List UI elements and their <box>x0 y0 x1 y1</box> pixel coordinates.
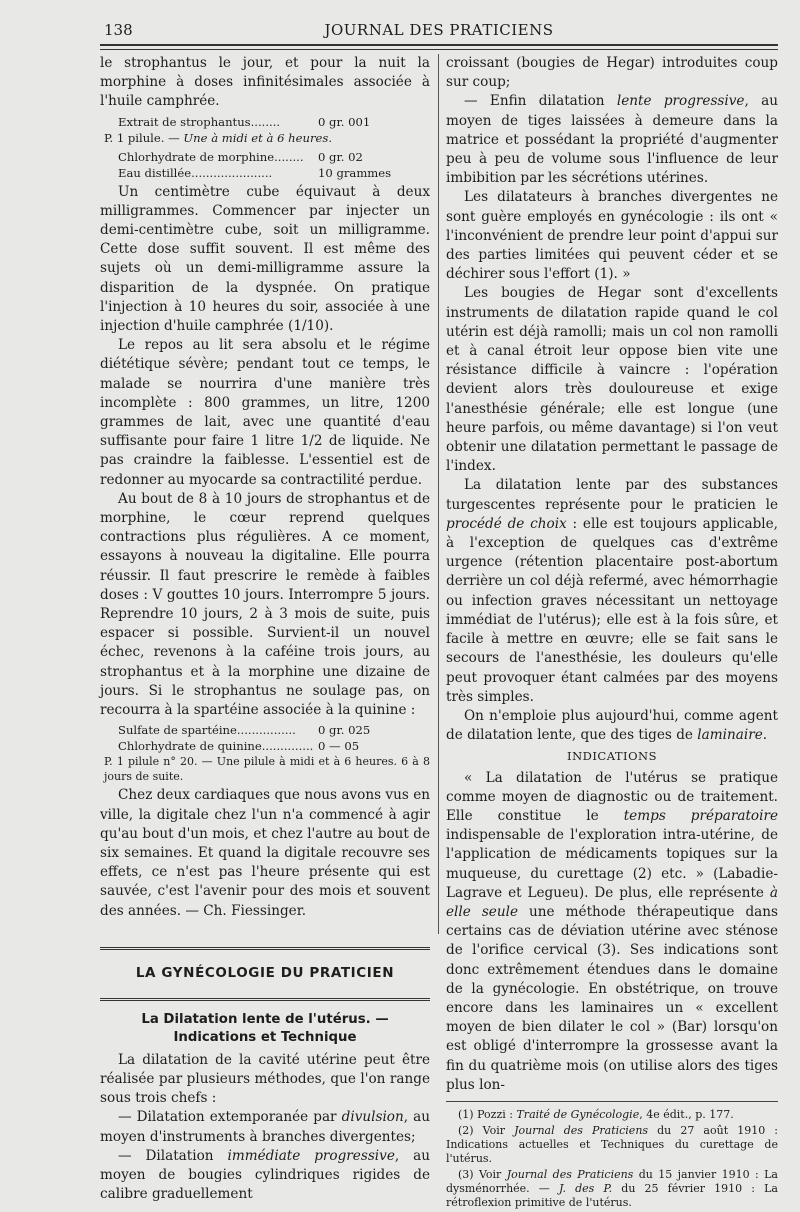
rx-ingredient: Chlorhydrate de quinine.............. <box>118 739 314 754</box>
italic-text: J. des P. <box>558 1181 613 1195</box>
paragraph <box>446 769 778 1095</box>
article-title: La Dilatation lente de l'utérus. — Indications et Technique <box>141 1011 389 1045</box>
paragraph: Un centimètre cube équivaut à deux milligrammes. Commencer par injecter un demi-centimètre cube, soit un milligramme. Cette dose suffit souvent. Il est même des sujets où un demi-milligramme assure la disparition de la dyspnée. On pratique l'injection à 10 heures du soir, associée à une injection d'huile camphrée (1/10). <box>100 183 430 335</box>
prescription-1 <box>100 114 430 181</box>
column-divider <box>438 54 439 934</box>
page-number: 138 <box>104 21 133 39</box>
rx-ingredient: Chlorhydrate de morphine........ <box>118 149 304 164</box>
paragraph: Au bout de 8 à 10 jours de strophantus et de morphine, le cœur reprend quelques contractions plus régulières. A ce moment, essayons à nouveau la digitaline. Elle pourra réussir. Il faut prescrire le remède à faibles doses : V gouttes 10 jours. Interrompre 5 jours. Reprendre 10 jours, 2 à 3 mois de suite, puis espacer si possible. Survient-il un nouvel échec, revenons à la caféine trois jours, au strophantus et à la morphine une dizaine de jours. Si le strophantus ne soulage pas, on recourra à la spartéine associée à la quinine : <box>100 490 430 719</box>
paragraph: le strophantus le jour, et pour la nuit la morphine à doses infinitésimales associée à l'huile camphrée. <box>100 55 430 110</box>
text: — Dilatation <box>118 1147 228 1164</box>
paragraph: Les bougies de Hegar sont d'excellents instruments de dilatation rapide quand le col utérin est déjà ramolli; mais un col non ramolli et à canal étroit leur oppose bien vite une résistance difficile à vaincre : l'opération devient alors très douloureuse et exige l'anesthésie générale; elle est longue (une heure parfois, ou même davantage) si l'on veut obtenir une dilatation permettant le passage de l'index. <box>446 285 778 475</box>
text: — Dilatation extemporanée par <box>118 1109 342 1126</box>
paragraph: croissant (bougies de Hegar) introduites coup sur coup; <box>446 55 778 91</box>
text: : elle est toujours applicable, à l'exception de quelques cas d'extrême urgence (rétention placentaire post-abortum derrière un col déjà refermé, avec hémorrhagie ou infection graves nécessitant un nettoyage immédiat de l'utérus); elle est à la fois sûre, et facile à mettre en œuvre; elle se fait sans le secours de l'anesthésie, les douleurs qu'elle peut provoquer étant calmées par des moyens très simples. <box>446 515 778 705</box>
text: On n'emploie plus aujourd'hui, comme agent de dilatation lente, que des tiges de <box>446 707 778 744</box>
italic-text: laminaire <box>697 727 763 744</box>
paragraph <box>446 476 778 706</box>
italic-text: Journal des Praticiens <box>506 1167 634 1181</box>
italic-text: procédé de choix <box>446 515 567 532</box>
page-header <box>100 18 778 42</box>
italic-text: immédiate progressive <box>227 1147 395 1164</box>
rx-dose: 0 — 05 <box>318 739 360 754</box>
text: , au moyen d'instruments à branches divergentes; <box>100 1109 430 1145</box>
footnote <box>446 1108 778 1122</box>
paragraph <box>100 1147 430 1205</box>
rx-dose: 0 gr. 025 <box>318 723 371 738</box>
subheading: INDICATIONS <box>567 749 657 764</box>
paragraph: Chez deux cardiaques que nous avons vus en ville, la digitale chez l'un n'a commencé à agir qu'au bout d'un mois, et chez l'autre au bout de six semaines. Et quand la digitale recouvre ses effets, ce n'est pas l'heure présente qui est sauvée, c'est l'avenir pour des mois et souvent des années. — Ch. Fiessinger. <box>100 787 430 919</box>
italic-text: divulsion <box>341 1109 404 1126</box>
text: La dilatation lente par des substances turgescentes représente pour le praticien le <box>446 477 778 513</box>
rx-dose: 0 gr. 02 <box>318 149 363 164</box>
text: une méthode thérapeutique dans certains cas de déviation utérine avec sténose de l'orifice cervical (3). Ses indications sont donc extrêmement étendues dans le domaine de la gynécologie. En obstétrique, on trouve encore dans les laminaires un « excellent moyen de bien dilater le col » (Bar) lorsqu'on est obligé d'interrompre la grossesse avant la fin du quatrième mois (on utilise alors des tiges plus lon- <box>446 903 779 1093</box>
paragraph: Le repos au lit sera absolu et le régime diététique sévère; pendant tout ce temps, le malade se nourrira d'une manière très incomplète : 800 grammes, un litre, 1200 grammes de lait, avec une quantité d'eau suffisante pour faire 1 litre 1/2 de liquide. Ne pas craindre la faiblesse. L'essentiel est de redonner au myocarde sa contractilité perdue. <box>100 337 430 488</box>
italic-text: temps préparatoire <box>623 807 779 824</box>
rx-dose: 0 gr. 001 <box>318 114 371 129</box>
italic-text: à elle seule <box>446 884 778 920</box>
prescription-2 <box>100 722 430 784</box>
text: , au moyen de bougies cylindriques rigides de calibre graduellement <box>100 1147 430 1203</box>
rx-ingredient: Sulfate de spartéine................ <box>118 723 296 738</box>
rx-dose: 10 grammes <box>318 165 392 180</box>
text: , au moyen de tiges laissées à demeure dans la matrice et possédant la propriété d'augmenter peu à peu de volume sous l'influence de leur imbibition par les sécrétions utérines. <box>446 93 778 187</box>
text: . <box>762 727 768 744</box>
text: « La dilatation de l'utérus se pratique comme moyen de diagnostic ou de traitement. Elle constitue le <box>446 769 778 824</box>
text: (2) Voir <box>458 1123 515 1137</box>
rx-ingredient: Extrait de strophantus........ <box>118 114 281 129</box>
italic-text: Traité de Gynécologie <box>516 1107 640 1121</box>
right-column <box>446 54 778 1212</box>
text: du 15 janvier 1910 : La dysménorrhée. — <box>446 1167 778 1195</box>
rx-instruction: P. 1 pilule n° 20. — Une pilule à midi et à 6 heures. 6 à 8 jours de suite. <box>104 755 430 784</box>
text: , 4e édit., p. 177. <box>639 1107 734 1121</box>
paragraph <box>446 707 778 745</box>
text: du 27 août 1910 : Indications actuelles et Techniques du curettage de l'utérus. <box>446 1123 778 1165</box>
rx-instruction-text: P. 1 pilule. — <box>104 130 184 145</box>
rx-ingredient: Eau distillée...................... <box>118 165 273 180</box>
rx-instruction-italic: Une à midi et à 6 heures. <box>183 130 333 145</box>
text: indispensable de l'exploration intra-utérine, de l'application de médicaments topiques sur la muqueuse, du curettage (2) etc. » (Labadie-Lagrave et Legueu). De plus, elle représente <box>446 827 778 901</box>
text: — Enfin dilatation <box>464 93 617 110</box>
footnote-rule <box>446 1101 778 1102</box>
text: (3) Voir <box>458 1167 507 1181</box>
rx-instruction <box>104 130 430 146</box>
footnote <box>446 1124 778 1166</box>
paragraph <box>446 92 778 188</box>
italic-text: lente progressive <box>616 93 745 110</box>
italic-text: Journal des Praticiens <box>514 1123 649 1137</box>
section-heading: LA GYNÉCOLOGIE DU PRATICIEN <box>100 947 430 1001</box>
header-rule <box>100 44 778 50</box>
left-column <box>100 54 430 1204</box>
paragraph: La dilatation de la cavité utérine peut être réalisée par plusieurs méthodes, que l'on range sous trois chefs : <box>100 1051 430 1107</box>
text: (1) Pozzi : <box>458 1107 517 1121</box>
running-title: JOURNAL DES PRATICIENS <box>324 21 554 39</box>
text: du 25 février 1910 : La rétroflexion primitive de l'utérus. <box>446 1181 778 1209</box>
footnote <box>446 1168 778 1210</box>
paragraph: Les dilatateurs à branches divergentes ne sont guère employés en gynécologie : ils ont « l'inconvénient de prendre leur point d'appui sur des parties limitées qui peuvent céder et se déchirer sous l'effort (1). » <box>446 189 778 283</box>
paragraph <box>100 1108 430 1146</box>
